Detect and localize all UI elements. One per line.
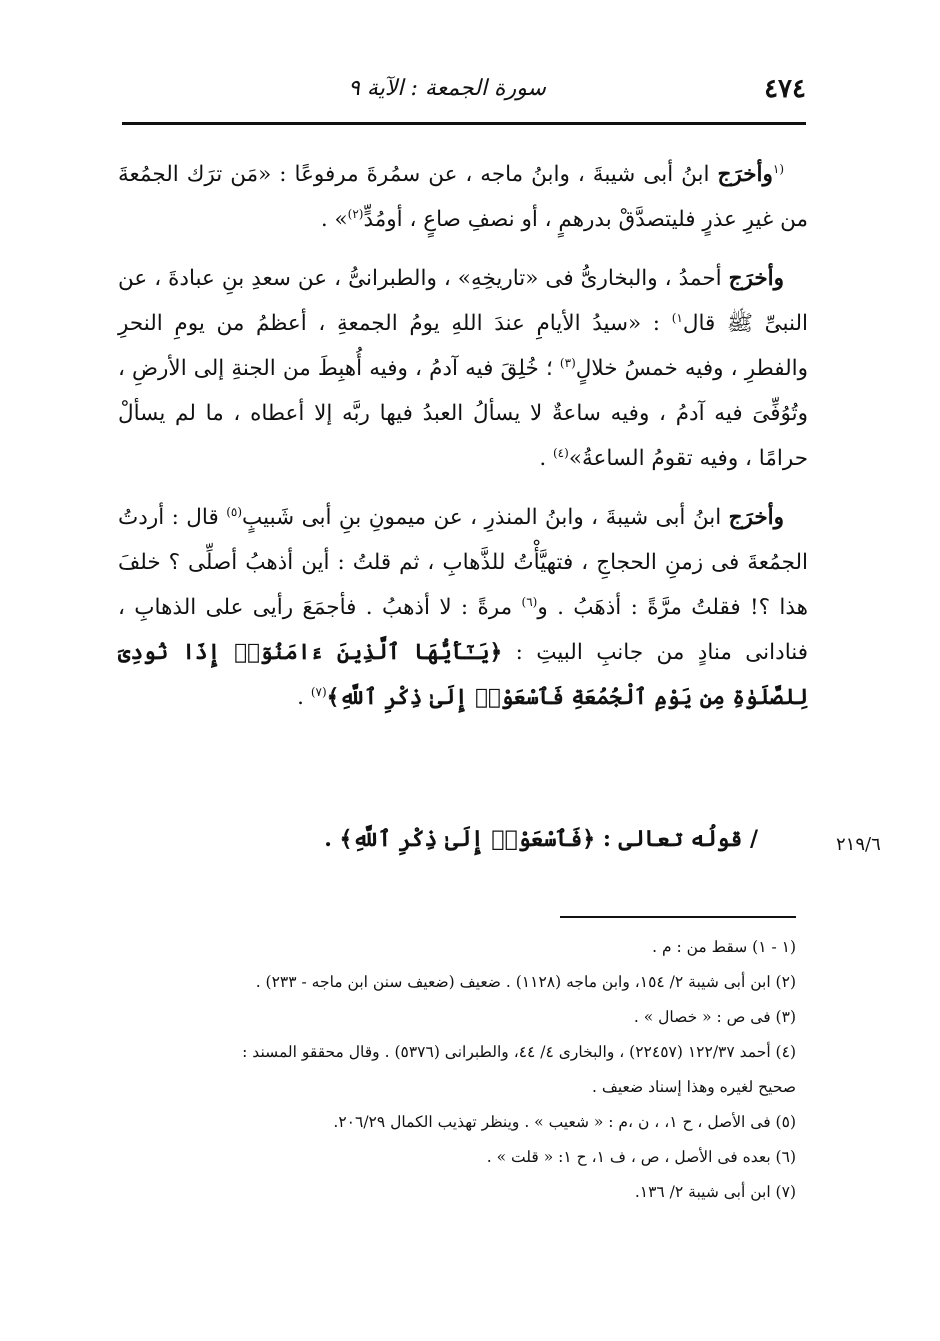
paragraph-3 <box>118 495 808 720</box>
footnote-ref-5: (٥) <box>226 504 243 519</box>
paragraph-text: . <box>539 446 553 471</box>
footnote-ref-4: (٤) <box>552 445 569 460</box>
footnote-7: (٧) ابن أبى شيبة ٢/ ١٣٦. <box>634 1183 796 1201</box>
verse-heading <box>324 826 758 852</box>
footnote-rule <box>560 916 796 918</box>
footnote-2: (٢) ابن أبى شيبة ٢/ ١٥٤، وابن ماجه (١١٢٨) . ضعيف (ضعيف سنن ابن ماجه - ٢٣٣) . <box>255 973 796 991</box>
footnotes <box>118 930 808 1210</box>
paragraph-text: ؛ خُلِقَ فيه آدمُ ، وفيه أُهبِطَ من الجنةِ إلى الأرضِ ، وتُوُفِّىَ فيه آدمُ ، وفيه ساعةٌ لا يسألُ العبدُ فيها ربَّه إلا أعطاه ، ما لم يسألْ حرامًا ، وفيه تقومُ الساعةُ» <box>118 356 808 471</box>
paragraph-text: مرةً : لا أذهبُ . فأجمَعَ رأيى على الذهابِ ، فنادانى منادٍ من جانبِ البيتِ : <box>118 595 809 665</box>
paragraph-lead: وأخرَج <box>728 266 784 291</box>
paragraph-lead: وأخرَج <box>728 505 784 530</box>
page-number: ٤٧٤ <box>764 74 806 104</box>
verse-heading-suffix: . <box>324 826 340 852</box>
paragraph-text: ابنُ أبى شيبةَ ، وابنُ المنذرِ ، عن ميمونِ بنِ أبى شَبيبٍ <box>242 505 729 530</box>
footnote-6: (٦) بعده فى الأصل ، ص ، ف ١، ح ١: « قلت » . <box>486 1148 796 1166</box>
omission-marker-close: ١) <box>671 310 683 325</box>
page-header <box>122 74 806 114</box>
main-text <box>118 152 808 734</box>
paragraph-text: ابنُ أبى شيبةَ ، وابنُ ماجه ، عن سمُرةَ مرفوعًا : «مَن ترَك الجمُعةَ من غيرِ عذرٍ فليتصدَّقْ بدرهمٍ ، أو نصفِ صاعٍ ، أومُدٍّ <box>118 162 808 232</box>
footnote-ref-7: (٧) <box>310 684 327 699</box>
paragraph-text: قال : أردتُ الجمُعةَ فى زمنِ الحجاجِ ، فتهيَّأْتُ للذَّهابِ ، ثم قلتُ : أين أذهبُ أصلِّى ؟ خلفَ هذا ؟! فقلتُ مرَّةً : أذهَبُ . و <box>118 505 808 620</box>
verse-heading-ayah: ﴿فَٱسْعَوْا۟ إِلَىٰ ذِكْرِ ٱللَّهِ﴾ <box>339 826 596 852</box>
running-head: سورة الجمعة : الآية ٩ <box>348 76 546 101</box>
verse-heading-prefix: / قولُه تعالى : <box>595 826 758 852</box>
header-rule <box>122 122 806 125</box>
footnote-ref-6: (٦) <box>521 594 538 609</box>
footnote-5: (٥) فى الأصل ، ح ١، ، ن ،م : « شعيب » . وينظر تهذيب الكمال ٢٠٦/٢٩. <box>333 1113 796 1131</box>
footnote-ref-2: (٢) <box>347 206 364 221</box>
footnote-4-continued: صحيح لغيره وهذا إسناد ضعيف . <box>591 1078 796 1096</box>
paragraph-lead: وأخرَج <box>717 162 773 187</box>
footnote-1: (١ - ١) سقط من : م . <box>652 938 796 956</box>
quran-verse: ﴿يَـٰٓأَيُّهَا ٱلَّذِينَ ءَامَنُوٓا۟ إِذَا نُودِىَ لِلصَّلَوٰةِ مِن يَوْمِ ٱلْجُمُعَةِ فَٱسْعَوْا۟ إِلَىٰ ذِكْرِ ٱللَّهِ﴾ <box>118 640 808 710</box>
footnote-ref-3: (٣) <box>559 355 576 370</box>
footnote-3: (٣) فى ص : « خصال » . <box>633 1008 796 1026</box>
margin-reference: ٢١٩/٦ <box>836 834 881 855</box>
footnote-4: (٤) أحمد ١٢٢/٣٧ (٢٢٤٥٧) ، والبخارى ٤/ ٤٤، والطبرانى (٥٣٧٦) . وقال محققو المسند : <box>242 1043 796 1061</box>
paragraph-text: » . <box>320 207 348 232</box>
paragraph-text: : «سيدُ الأيامِ عندَ اللهِ يومُ الجمعةِ ، أعظمُ من يومِ النحرِ والفطرِ ، وفيه خمسُ خلالٍ <box>118 311 809 381</box>
paragraph-2 <box>118 256 808 481</box>
paragraph-1 <box>118 152 808 242</box>
paragraph-text: . <box>297 685 311 710</box>
paragraph-text: أحمدُ ، والبخارىُّ فى «تاريخِهِ» ، والطبرانىُّ ، عن سعدِ بنِ عبادةَ ، عن النبىِّ ﷺ قال <box>118 266 808 336</box>
omission-marker-open: (١ <box>772 161 784 176</box>
